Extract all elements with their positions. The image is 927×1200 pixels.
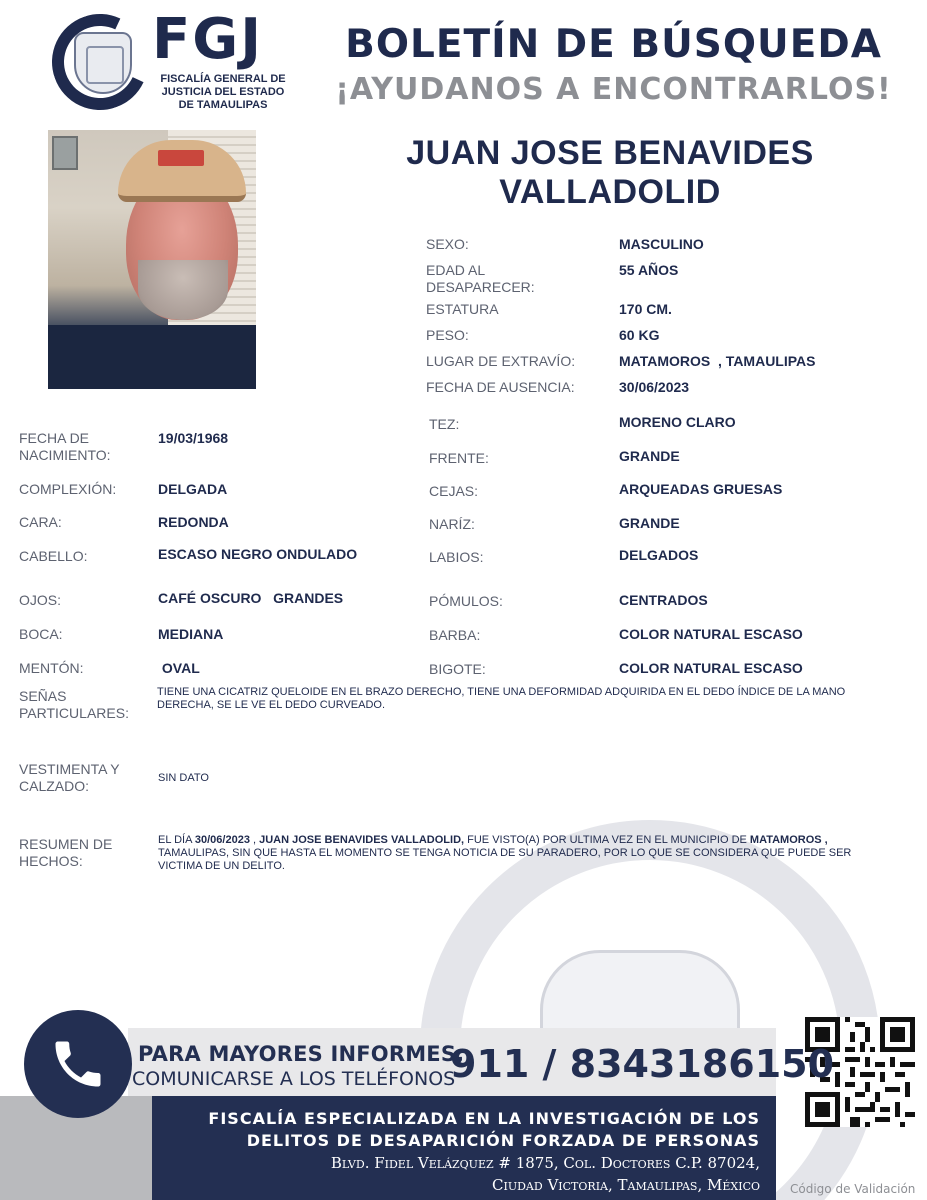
phone-icon	[24, 1010, 132, 1118]
field-value-estatura: 170 CM.	[619, 301, 672, 317]
field-value-peso: 60 KG	[619, 327, 660, 343]
office-info	[160, 1108, 760, 1196]
field-value-pomulos: CENTRADOS	[619, 592, 708, 608]
field-label-pomulos: PÓMULOS:	[429, 593, 503, 609]
info-line-1: PARA MAYORES INFORMES,	[138, 1042, 465, 1066]
field-label-estatura: ESTATURA	[426, 301, 499, 317]
field-value-tez: MORENO CLARO	[619, 414, 736, 430]
field-label-ojos: OJOS:	[19, 592, 62, 608]
field-value-fecha-ausencia: 30/06/2023	[619, 379, 690, 395]
office-address: Blvd. Fidel Velázquez # 1875, Col. Doctores C.P. 87024,	[330, 1154, 760, 1172]
field-label-peso: PESO:	[426, 327, 469, 343]
field-value-boca: MEDIANA	[158, 626, 224, 642]
senas-text: TIENE UNA CICATRIZ QUELOIDE EN EL BRAZO DERECHO, TIENE UNA DEFORMIDAD ADQUIRIDA EN EL DEDO ÍNDICE DE LA MANO DERECHA, SE LE VE EL DEDO CURVEADO.	[157, 686, 846, 711]
field-value-bigote: COLOR NATURAL ESCASO	[619, 660, 803, 676]
field-value-nacimiento: 19/03/1968	[158, 430, 229, 446]
office-line-2: DELITOS DE DESAPARICIÓN FORZADA DE PERSONAS	[246, 1131, 760, 1150]
contact-phones[interactable]: 911 / 8343186150	[450, 1042, 835, 1086]
fgj-logo-subtitle: FISCALÍA GENERAL DE JUSTICIA DEL ESTADO DE TAMAULIPAS	[160, 73, 286, 111]
qr-caption: Código de Validación	[790, 1182, 916, 1196]
field-value-sexo: MASCULINO	[619, 236, 704, 252]
field-label-lugar: LUGAR DE EXTRAVÍO:	[426, 353, 576, 369]
senas-label: SEÑAS PARTICULARES:	[19, 688, 129, 721]
field-value-lugar: MATAMOROS , TAMAULIPAS	[619, 353, 816, 369]
field-label-nariz: NARÍZ:	[429, 516, 475, 532]
fgj-logo-text: FGJ	[152, 7, 264, 72]
office-line-1: FISCALÍA ESPECIALIZADA EN LA INVESTIGACIÓN DE LOS	[208, 1109, 760, 1128]
field-label-sexo: SEXO:	[426, 236, 469, 252]
resumen-text: EL DÍA 30/06/2023 , JUAN JOSE BENAVIDES VALLADOLID, FUE VISTO(A) POR ULTIMA VEZ EN EL MUNICIPIO DE MATAMOROS , TAMAULIPAS, SIN QUE HASTA EL MOMENTO SE TENGA NOTICIA DE SU PARADERO, POR LO QUE SE CONSIDERA QUE PUEDE SER VICTIMA DE UN DELITO.	[158, 834, 852, 872]
field-value-edad: 55 AÑOS	[619, 262, 679, 278]
office-city: Ciudad Victoria, Tamaulipas, México	[492, 1176, 760, 1194]
field-value-labios: DELGADOS	[619, 547, 699, 563]
field-label-boca: BOCA:	[19, 626, 63, 642]
resumen-label: RESUMEN DE HECHOS:	[19, 836, 113, 869]
person-name-line1: JUAN JOSE BENAVIDES	[406, 134, 814, 172]
field-label-nacimiento: FECHA DE NACIMIENTO:	[19, 430, 111, 463]
field-label-tez: TEZ:	[429, 416, 460, 432]
field-value-menton: OVAL	[158, 660, 200, 676]
field-label-cara: CARA:	[19, 514, 62, 530]
field-label-edad: EDAD AL DESAPARECER:	[426, 262, 535, 295]
person-name	[340, 134, 880, 212]
field-label-frente: FRENTE:	[429, 450, 489, 466]
field-value-nariz: GRANDE	[619, 515, 680, 531]
field-label-fecha-ausencia: FECHA DE AUSENCIA:	[426, 379, 575, 395]
field-value-cara: REDONDA	[158, 514, 229, 530]
state-seal-icon	[74, 32, 132, 94]
field-label-complexion: COMPLEXIÓN:	[19, 481, 117, 497]
field-label-labios: LABIOS:	[429, 549, 484, 565]
field-label-cejas: CEJAS:	[429, 483, 479, 499]
person-photo	[48, 130, 256, 389]
vestimenta-label: VESTIMENTA Y CALZADO:	[19, 761, 120, 794]
field-value-barba: COLOR NATURAL ESCASO	[619, 626, 803, 642]
field-label-cabello: CABELLO:	[19, 548, 88, 564]
field-value-cabello: ESCASO NEGRO ONDULADO	[158, 546, 358, 562]
bulletin-title: BOLETÍN DE BÚSQUEDA	[345, 22, 882, 67]
field-label-barba: BARBA:	[429, 627, 481, 643]
person-name-line2: VALLADOLID	[499, 173, 721, 211]
field-value-frente: GRANDE	[619, 448, 680, 464]
field-label-bigote: BIGOTE:	[429, 661, 486, 677]
field-value-ojos: CAFÉ OSCURO GRANDES	[158, 590, 344, 606]
field-value-cejas: ARQUEADAS GRUESAS	[619, 481, 783, 497]
field-value-complexion: DELGADA	[158, 481, 228, 497]
bulletin-subtitle: ¡AYUDANOS A ENCONTRARLOS!	[335, 72, 892, 107]
info-line-2: COMUNICARSE A LOS TELÉFONOS	[132, 1068, 456, 1090]
field-label-menton: MENTÓN:	[19, 660, 84, 676]
vestimenta-text: SIN DATO	[158, 772, 209, 784]
